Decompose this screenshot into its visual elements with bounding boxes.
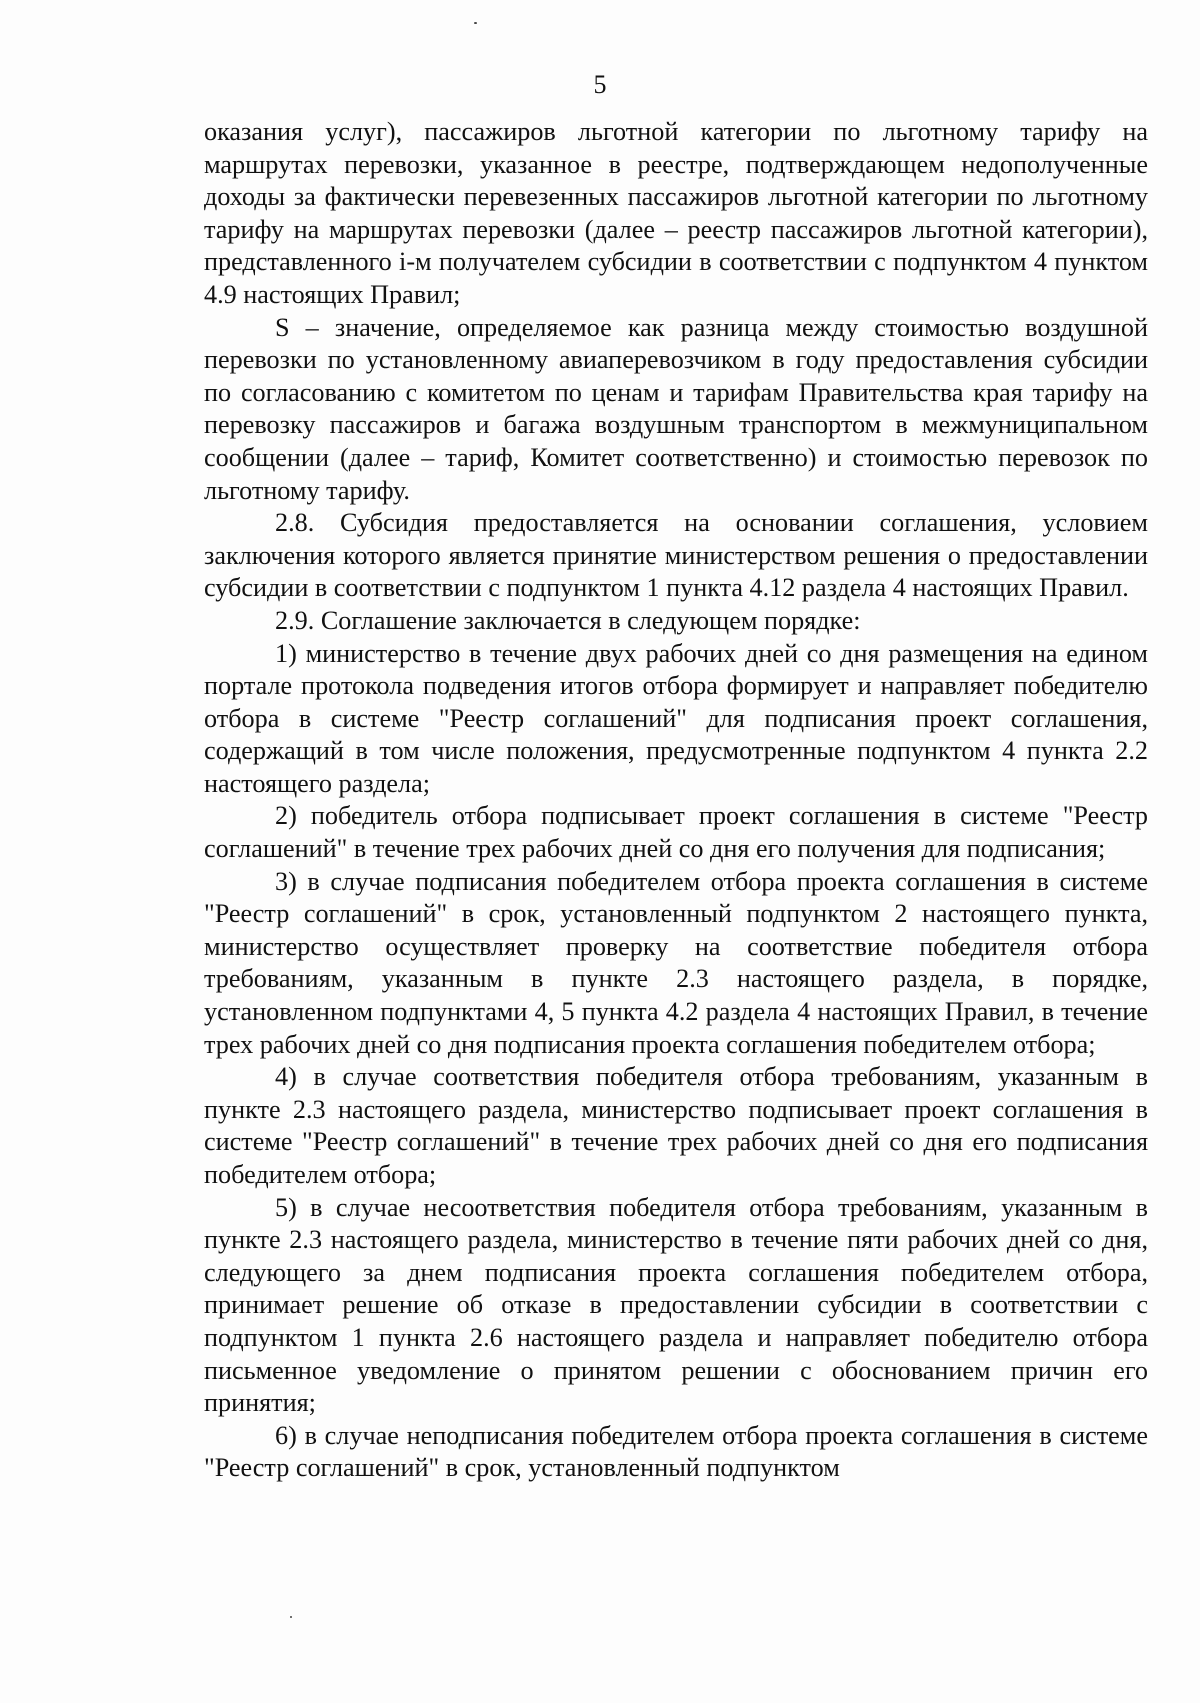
list-item-6: 6) в случае неподписания победителем отбора проекта соглашения в системе "Реестр соглашений" в срок, установленный подпунктом [204,1420,1148,1483]
list-item-3: 3) в случае подписания победителем отбора проекта соглашения в системе "Реестр соглашений" в срок, установленный подпунктом 2 настоящего пункта, министерство осуществляет проверку на соответствие победителя отбора требованиям, указанным в пункте 2.3 настоящего раздела, в порядке, установленном подпунктами 4, 5 пункта 4.2 раздела 4 настоящих Правил, в течение трех рабочих дней со дня подписания проекта соглашения победителем отбора; [204,866,1148,1059]
paragraph-s-definition: S – значение, определяемое как разница между стоимостью воздушной перевозки по установленному авиаперевозчиком в году предоставления субсидии по согласованию с комитетом по ценам и тарифам Правительства края тарифу на перевозку пассажиров и багажа воздушным транспортом в межмуниципальном сообщении (далее – тариф, Комитет соответственно) и стоимостью перевозок по льготному тарифу. [204,312,1148,505]
page-number: 5 [593,70,607,99]
list-item-2: 2) победитель отбора подписывает проект соглашения в системе "Реестр соглашений" в течение трех рабочих дней со дня его получения для подписания; [204,801,1148,864]
document-body [204,116,1148,1485]
list-item-1: 1) министерство в течение двух рабочих дней со дня размещения на едином портале протокола подведения итогов отбора формирует и направляет победителю отбора в системе "Реестр соглашений" для подписания проект соглашения, содержащий в том числе положения, предусмотренные подпунктом 4 пункта 2.2 настоящего раздела; [204,638,1148,798]
list-item-4: 4) в случае соответствия победителя отбора требованиям, указанным в пункте 2.3 настоящего раздела, министерство подписывает проект соглашения в системе "Реестр соглашений" в течение трех рабочих дней со дня его подписания победителем отбора; [204,1062,1148,1189]
scan-speck [290,1616,292,1618]
list-item-5: 5) в случае несоответствия победителя отбора требованиям, указанным в пункте 2.3 настоящего раздела, министерство в течение пяти рабочих дней со дня, следующего за днем подписания проекта соглашения победителем отбора, принимает решение об отказе в предоставлении субсидии в соответствии с подпунктом 1 пункта 2.6 настоящего раздела и направляет победителю отбора письменное уведомление о принятом решении с обоснованием причин его принятия; [204,1192,1148,1418]
paragraph-continuation: оказания услуг), пассажиров льготной категории по льготному тарифу на маршрутах перевозки, указанное в реестре, подтверждающем недополученные доходы за фактически перевезенных пассажиров льготной категории по льготному тарифу на маршрутах перевозки (далее – реестр пассажиров льготной категории), представленного i-м получателем субсидии в соответствии с подпунктом 4 пунктом 4.9 настоящих Правил; [204,117,1148,309]
scan-speck [474,22,477,24]
paragraph-2-8: 2.8. Субсидия предоставляется на основании соглашения, условием заключения которого является принятие министерством решения о предоставлении субсидии в соответствии с подпунктом 1 пункта 4.12 раздела 4 настоящих Правил. [204,508,1148,603]
paragraph-2-9: 2.9. Соглашение заключается в следующем порядке: [275,605,861,635]
